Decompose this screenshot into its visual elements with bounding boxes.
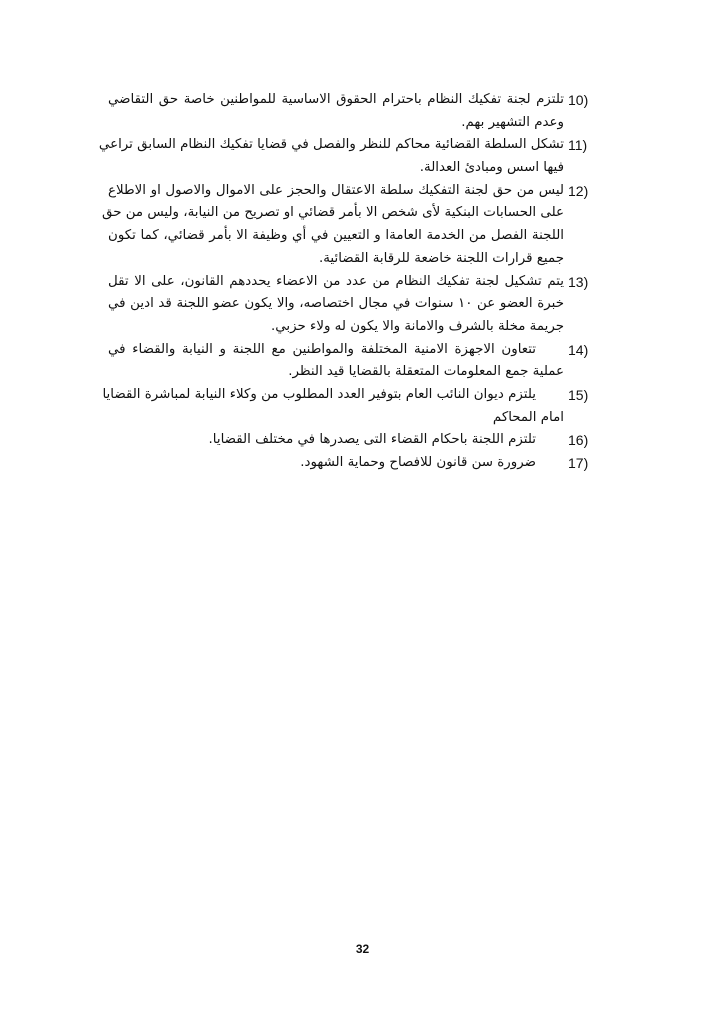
item-number: 10) xyxy=(568,92,589,108)
item-text-line: ضرورة سن قانون للافصاح وحماية الشهود. xyxy=(300,455,536,470)
list-item xyxy=(102,180,598,271)
list-item xyxy=(108,89,598,134)
item-number: 16) xyxy=(568,432,589,449)
page-number: 32 xyxy=(355,942,370,956)
item-text-line: تلتزم اللجنة باحكام القضاء التى يصدرها في مختلف القضايا. xyxy=(208,432,536,448)
item-number: 15) xyxy=(568,386,589,403)
item-text-line: يتم تشكيل لجنة تفكيك النظام من عدد من الاعضاء يحددهم القانون، على الا تقل xyxy=(108,273,564,289)
item-number: 17) xyxy=(568,455,589,471)
item-text-line: تلتزم لجنة تفكيك النظام باحترام الحقوق الاساسية للمواطنين خاصة حق التقاضي xyxy=(108,92,564,107)
item-text-line: وعدم التشهير بهم. xyxy=(461,114,564,130)
item-text-line: عملية جمع المعلومات المتعقلة بالقضايا قيد النظر. xyxy=(288,364,564,380)
list-item xyxy=(108,452,598,475)
item-number: 14) xyxy=(568,341,589,358)
item-text-line: تتعاون الاجهزة الامنية المختلفة والمواطنين مع اللجنة و النيابة والقضاء في xyxy=(108,341,536,357)
item-number: 13) xyxy=(568,273,589,290)
item-text-line: اللجنة الفصل من الخدمة العامةا و التعيين في أي وظيفة الا بأمر قضائي، كما تكون xyxy=(108,228,564,244)
item-text-line: تشكل السلطة القضائية محاكم للنظر والفصل في قضايا تفكيك النظام السابق تراعي xyxy=(98,137,564,153)
item-text-line: ليس من حق لجنة التفكيك سلطة الاعتقال والحجز على الاموال والاصول او الاطلاع xyxy=(108,182,564,198)
list-item xyxy=(108,429,598,452)
item-text-line: يلتزم ديوان النائب العام بتوفير العدد المطلوب من وكلاء النيابة لمباشرة القضايا xyxy=(102,386,536,402)
list-item xyxy=(108,339,598,384)
numbered-list xyxy=(98,89,598,475)
item-number: 12) xyxy=(568,182,589,199)
list-item xyxy=(98,134,598,179)
item-text-line: فيها اسس ومبادئ العدالة. xyxy=(419,160,564,176)
list-item xyxy=(108,271,598,339)
item-text-line: امام المحاكم xyxy=(492,409,564,425)
item-text-line: جريمة مخلة بالشرف والامانة والا يكون له ولاء حزبي. xyxy=(270,318,564,334)
item-text-line: خبرة العضو عن ١٠ سنوات في مجال اختصاصه، والا يكون عضو اللجنة قد ادين في xyxy=(108,296,564,312)
item-text-line: على الحسابات البنكية لأى شخص الا بأمر قضائي او تصريح من النيابة، وليس من حق xyxy=(102,205,564,221)
item-text-line: جميع قرارات اللجنة خاضعة للرقابة القضائية. xyxy=(319,250,564,266)
list-item xyxy=(102,384,598,429)
item-number: 11) xyxy=(568,137,588,154)
